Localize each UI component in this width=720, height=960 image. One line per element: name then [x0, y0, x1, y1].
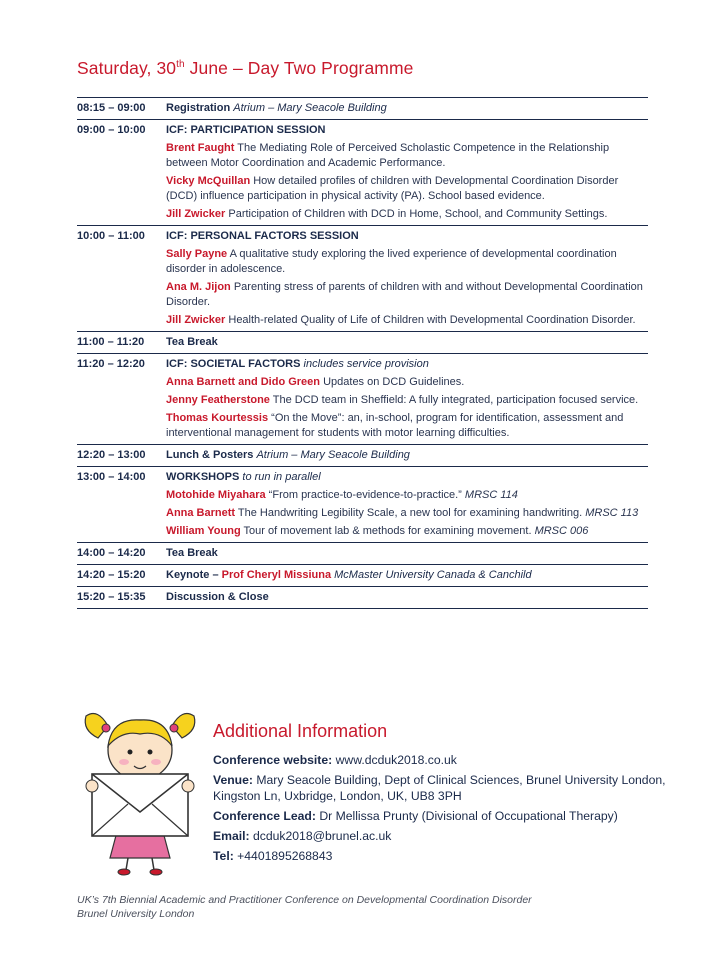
- talk-item: [166, 411, 648, 441]
- talk-title: “On the Move”: an, in-school, program for identification, assessment and interventional management for students with motor learning difficulties.: [166, 412, 624, 439]
- speaker-name: Motohide Miyahara: [166, 489, 266, 501]
- session-title: Lunch & Posters: [166, 449, 254, 461]
- email-line: Email: dcduk2018@brunel.ac.uk: [213, 829, 392, 843]
- session-location: includes service provision: [303, 358, 429, 370]
- session-location: Atrium – Mary Seacole Building: [256, 449, 410, 461]
- talk-item: [166, 506, 648, 521]
- talk-title: Parenting stress of parents of children with and without Developmental Coordination Disorder.: [166, 281, 643, 308]
- session-time: 15:20 – 15:35: [77, 591, 146, 603]
- footer-university: Brunel University London: [77, 908, 195, 920]
- talk-title: “From practice-to-evidence-to-practice.”: [265, 489, 465, 501]
- talk-title: Updates on DCD Guidelines.: [320, 376, 465, 388]
- session-content: [166, 357, 648, 441]
- session-content: [166, 335, 648, 350]
- schedule-row: [77, 444, 648, 466]
- talk-title: Tour of movement lab & methods for examining movement.: [240, 525, 535, 537]
- talk-item: [166, 207, 648, 222]
- email-link[interactable]: dcduk2018@brunel.ac.uk: [252, 829, 392, 843]
- talk-title: Participation of Children with DCD in Home, School, and Community Settings.: [225, 208, 608, 220]
- talk-item: [166, 524, 648, 539]
- speaker-name: Anna Barnett and Dido Green: [166, 376, 321, 388]
- speaker-name: Ana M. Jijon: [166, 281, 231, 293]
- session-time: 11:20 – 12:20: [77, 358, 145, 370]
- speaker-name: Vicky McQuillan: [166, 175, 251, 187]
- session-title: WORKSHOPS: [166, 471, 240, 483]
- session-content: [166, 470, 648, 539]
- session-time: 13:00 – 14:00: [77, 471, 146, 483]
- schedule-row: [77, 331, 648, 353]
- footer: [77, 893, 532, 921]
- session-heading: [166, 229, 648, 244]
- schedule-row: [77, 542, 648, 564]
- schedule-row: [77, 353, 648, 444]
- talk-title: A qualitative study exploring the lived experience of developmental coordination disorder in adolescence.: [166, 248, 617, 275]
- session-title: ICF: PARTICIPATION SESSION: [166, 124, 326, 136]
- keynote-speaker: Prof Cheryl Missiuna: [221, 569, 332, 581]
- session-content: [166, 590, 648, 605]
- speaker-name: Sally Payne: [166, 248, 228, 260]
- talk-title: The Mediating Role of Perceived Scholastic Competence in the Relationship between Motor Coordination and Academic Performance.: [166, 142, 610, 169]
- session-content: [166, 546, 648, 561]
- session-content: [166, 448, 648, 463]
- session-time: 14:20 – 15:20: [77, 569, 146, 581]
- schedule-row: [77, 225, 648, 331]
- session-heading: [166, 568, 648, 583]
- title-suffix: June – Day Two Programme: [184, 58, 414, 78]
- title-date: Saturday, 30: [77, 58, 177, 78]
- session-title: Tea Break: [166, 547, 218, 559]
- session-time: 09:00 – 10:00: [77, 124, 146, 136]
- talk-title: The Handwriting Legibility Scale, a new tool for examining handwriting.: [235, 507, 586, 519]
- talk-item: [166, 313, 648, 328]
- page-title: [77, 58, 414, 79]
- room-label: MRSC 114: [464, 489, 518, 501]
- session-time: 11:00 – 11:20: [77, 336, 145, 348]
- talk-item: [166, 280, 648, 310]
- session-heading: [166, 470, 648, 485]
- schedule-row: [77, 97, 648, 119]
- speaker-name: Jill Zwicker: [166, 314, 226, 326]
- schedule-row: [77, 119, 648, 225]
- session-content: [166, 229, 648, 328]
- session-content: [166, 568, 648, 583]
- schedule-row: [77, 564, 648, 586]
- website-link[interactable]: www.dcduk2018.co.uk: [335, 753, 457, 767]
- additional-information-section: [213, 721, 387, 742]
- speaker-name: Anna Barnett: [166, 507, 236, 519]
- talk-item: [166, 174, 648, 204]
- schedule-row: [77, 586, 648, 609]
- lead-text: Dr Mellissa Prunty (Divisional of Occupational Therapy): [319, 809, 618, 823]
- website-line: Conference website: www.dcduk2018.co.uk: [213, 753, 457, 767]
- contact-info: [213, 752, 683, 868]
- session-heading: [166, 101, 648, 116]
- speaker-name: Jenny Featherstone: [166, 394, 270, 406]
- talk-title: The DCD team in Sheffield: A fully integrated, participation focused service.: [269, 394, 639, 406]
- speaker-name: Jill Zwicker: [166, 208, 226, 220]
- talk-item: [166, 488, 648, 503]
- talk-title: How detailed profiles of children with Developmental Coordination Disorder (DCD) influence participation in physical activity (PA). School based evidence.: [166, 175, 619, 202]
- talk-item: [166, 393, 648, 408]
- additional-information-heading: Additional Information: [213, 721, 388, 741]
- session-title: Discussion & Close: [166, 591, 269, 603]
- session-location: Atrium – Mary Seacole Building: [233, 102, 387, 114]
- session-title: ICF: PERSONAL FACTORS SESSION: [166, 230, 359, 242]
- room-label: MRSC 113: [585, 507, 639, 519]
- session-time: 08:15 – 09:00: [77, 102, 146, 114]
- title-ordinal: th: [176, 59, 185, 71]
- speaker-name: William Young: [166, 525, 241, 537]
- session-content: [166, 123, 648, 222]
- talk-item: [166, 375, 648, 390]
- session-title: Keynote –: [166, 569, 222, 581]
- lead-line: Conference Lead: Dr Mellissa Prunty (Divisional of Occupational Therapy): [213, 809, 618, 823]
- session-title: Tea Break: [166, 336, 218, 348]
- session-heading: [166, 357, 648, 372]
- session-title: ICF: SOCIETAL FACTORS: [166, 358, 301, 370]
- venue-line: Venue: Mary Seacole Building, Dept of Clinical Sciences, Brunel University London, Kingston Ln, Uxbridge, London, UK, UB8 3PH: [213, 773, 666, 803]
- session-time: 14:00 – 14:20: [77, 547, 146, 559]
- session-location: to run in parallel: [242, 471, 321, 483]
- programme-schedule: [77, 97, 648, 609]
- session-heading: [166, 546, 648, 561]
- talk-item: [166, 247, 648, 277]
- session-location: McMaster University Canada & Canchild: [334, 569, 532, 581]
- session-time: 12:20 – 13:00: [77, 449, 146, 461]
- speaker-name: Brent Faught: [166, 142, 235, 154]
- session-heading: [166, 590, 648, 605]
- venue-text: Mary Seacole Building, Dept of Clinical Sciences, Brunel University London, Kingston Ln, Uxbridge, London, UK, UB8 3PH: [213, 773, 666, 803]
- footer-conference: UK’s 7th Biennial Academic and Practitioner Conference on Developmental Coordination Disorder: [77, 894, 532, 906]
- session-heading: [166, 448, 648, 463]
- talk-item: [166, 141, 648, 171]
- session-heading: [166, 123, 648, 138]
- session-content: [166, 101, 648, 116]
- room-label: MRSC 006: [534, 525, 589, 537]
- talk-title: Health-related Quality of Life of Children with Developmental Coordination Disorder.: [225, 314, 636, 326]
- girl-with-envelope-illustration: [80, 708, 200, 878]
- speaker-name: Thomas Kourtessis: [166, 412, 269, 424]
- session-title: Registration: [166, 102, 231, 114]
- session-time: 10:00 – 11:00: [77, 230, 145, 242]
- schedule-row: [77, 466, 648, 542]
- tel-line: Tel: +4401895268843: [213, 849, 333, 863]
- session-heading: [166, 335, 648, 350]
- tel-text: +4401895268843: [237, 849, 333, 863]
